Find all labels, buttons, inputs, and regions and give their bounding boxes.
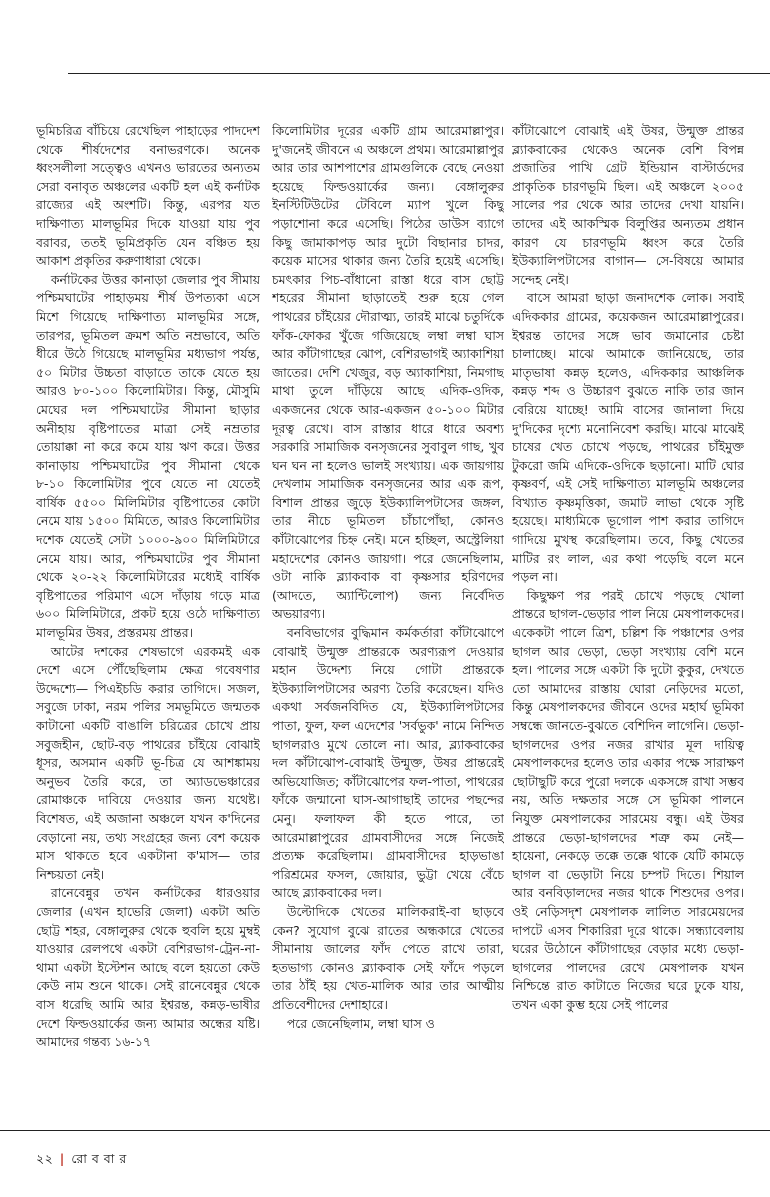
page-footer: [36, 1151, 127, 1171]
paragraph: ভূমিচরিত্র বাঁচিয়ে রেখেছিল পাহাড়ের পাদদেশ থেকে শীর্ষদেশের বনাভরণকে। অনেক ধ্বংসলীলা সত্ত্বেও এখনও ভারতের অন্যতম সেরা বনাবৃত অঞ্চলের একটি হল এই কর্নাটক রাজ্যের এই অংশটি। কিন্তু, এরপর যত দাক্ষিণাত্য মালভূমির দিকে যাওয়া যায় পুব বরাবর, ততই ভূমিপ্রকৃতি যেন বঞ্চিত হয় আকাশ প্রকৃতির করুণাধারা থেকে।: [36, 123, 260, 269]
publication-name: রো ব বা র: [71, 1151, 127, 1166]
paragraph: উল্টোদিকে খেতের মালিকরাই-বা ছাড়বে কেন? সুযোগ বুঝে রাতের অন্ধকারে খেতের সীমানায় জালের ফাঁদ পেতে রাখে তারা, হতভাগ্য কোনও ব্ল্যাকবাক সেই ফাঁদে পড়লে তার ঠাঁই হয় খেত-মালিক আর তার আত্মীয় প্রতিবেশীদের দেশাহারে।: [272, 903, 504, 1012]
footer-rule: [0, 1130, 770, 1131]
paragraph: কাঁটাঝোপে বোঝাই এই উষর, উন্মুক্ত প্রান্তর ব্ল্যাকবাকের থেকেও অনেক বেশি বিপন্ন প্রজাতির পাখি গ্রেট ইন্ডিয়ান বাস্টার্ডদের প্রাকৃতিক চারণভূমি ছিল। এই অঞ্চলে ২০০৫ সালের পর থেকে আর তাদের দেখা যায়নি। তাদের এই আকস্মিক বিলুপ্তির অন্যতম প্রধান কারণ যে চারণভূমি ধ্বংস করে তৈরি ইউক্যালিপটাসের বাগান— সে-বিষয়ে আমার সন্দেহ নেই।: [512, 123, 744, 287]
paragraph: বনবিভাগের বুদ্ধিমান কর্মকর্তারা কাঁটাঝোপে বোঝাই উন্মুক্ত প্রান্তরকে অরণ্যরূপ দেওয়ার মহান উদ্দেশ্য নিয়ে গোটা প্রান্তরকে ইউক্যালিপটাসের অরণ্য তৈরি করেছেন। যদিও একথা সর্বজনবিদিত যে, ইউক্যালিপটাসের পাতা, ফুল, ফল এদেশের 'সর্বভুক' নামে নিন্দিত ছাগলরাও মুখে তোলে না। আর, ব্ল্যাকবাকের দল কাঁটাঝোপ-বোঝাই উন্মুক্ত, উষর প্রান্তরেই অভিযোজিত; কাঁটাঝোপের ফল-পাতা, পাথরের ফাঁকে জন্মানো ঘাস-আগাছাই তাদের পছন্দের মেনু। ফলাফল কী হতে পারে, তা আরেমাল্লাপুরের গ্রামবাসীদের সঙ্গে নিজেই প্রত্যক্ষ করেছিলাম। গ্রামবাসীদের হাড়ভাঙা পরিশ্রমের ফসল, জোয়ার, ভুট্টা খেয়ে বেঁচে আছে ব্ল্যাকবাকের দল।: [272, 625, 504, 901]
article-column-3: [512, 122, 744, 1122]
footer-separator: |: [59, 1151, 65, 1166]
article-column-1: [36, 122, 260, 1122]
paragraph: কিলোমিটার দূরের একটি গ্রাম আরেমাল্লাপুর। দু'জনেই জীবনে এ অঞ্চলে প্রথম। আরেমাল্লাপুর আর তার আশপাশের গ্রামগুলিকে বেছে নেওয়া হয়েছে ফিল্ডওয়ার্কের জন্য। বেঙ্গালুরুর ইনস্টিটিউটের টেবিলে ম্যাপ খুলে কিছু পড়াশোনা করে এসেছি। পিঠের ডাউস ব্যাগে কিছু জামাকাপড় আর দুটো বিছানার চাদর, কয়েক মাসের থাকার জন্য তৈরি হয়েই এসেছি। চমৎকার পিচ-বাঁধানো রাস্তা ধরে বাস ছোট্ট শহরের সীমানা ছাড়াতেই শুরু হয়ে গেল পাথরের চাঁইয়ের দৌরাত্ম্য, তারই মাঝে চতুর্দিকে ফাঁক-ফোকর খুঁজে গজিয়েছে লম্বা লম্বা ঘাস আর কাঁটাগাছের ঝোপ, বেশিরভাগই অ্যাকাশিয়া জাতের। দেশি খেজুর, বড় অ্যাকাশিয়া, নিমগাছ মাথা তুলে দাঁড়িয়ে আছে এদিক-ওদিক, একজনের থেকে আর-একজন ৫০-১০০ মিটার দূরত্ব রেখে। বাস রাস্তার ধারে ধারে অবশ্য সরকারি সামাজিক বনসৃজনের সুবাবুল গাছ, খুব ঘন ঘন না হলেও ভালই সংখ্যায়। এক জায়গায় দেখলাম সামাজিক বনসৃজনের আর এক রূপ, বিশাল প্রান্তর জুড়ে ইউক্যালিপটাসের জঙ্গল, তার নীচে ভূমিতল চাঁচাপোঁছা, কোনও কাঁটাঝোপের চিহ্ন নেই। মনে হচ্ছিল, অস্ট্রেলিয়া মহাদেশের কোনও জায়গা। পরে জেনেছিলাম, ওটা নাকি ব্ল্যাকবাক বা কৃষ্ণসার হরিণদের (আদতে, অ্যান্টিলোপ) জন্য নির্বেদিত অভয়ারণ্য।: [272, 123, 504, 622]
paragraph: কর্নাটকের উত্তর কানাড়া জেলার পুব সীমায় পশ্চিমঘাটের পাহাড়ময় শীর্ষ উপত্যকা এসে মিশে গিয়েছে দাক্ষিণাত্য মালভূমির সঙ্গে, তারপর, ভূমিতল ক্রমশ অতি নম্রভাবে, অতি ধীরে উঠে গিয়েছে মালভূমির মধ্যভাগ পর্যন্ত, ৫০ মিটার উচ্চতা বাড়াতে তাকে যেতে হয় আরও ৮০-১০০ কিলোমিটার। কিন্তু, মৌসুমি মেঘের দল পশ্চিমঘাটের সীমানা ছাড়ার অনীহায় বৃষ্টিপাতের মাত্রা সেই নম্রতার তোয়াক্কা না করে কমে যায় ঋণ করে। উত্তর কানাড়ায় পশ্চিমঘাটের পুব সীমানা থেকে ৮-১০ কিলোমিটার পুবে যেতে না যেতেই বার্ষিক ৫৫০০ মিলিমিটার বৃষ্টিপাতের কোটা নেমে যায় ১৫০০ মিমিতে, আরও কিলোমিটার দশেক যেতেই সেটা ১০০০-৯০০ মিলিমিটারে নেমে যায়। আর, পশ্চিমঘাটের পুব সীমানা থেকে ২০-২২ কিলোমিটারের মধ্যেই বার্ষিক বৃষ্টিপাতের পরিমাণ এসে দাঁড়ায় গড়ে মাত্র ৬০০ মিলিমিটারে, প্রকট হয়ে ওঠে দাক্ষিণাত্য মালভূমির উষর, প্রস্তরময় প্রান্তর।: [36, 271, 260, 641]
header-rule: [68, 73, 770, 74]
page-number: ২২: [36, 1151, 54, 1166]
paragraph: পরে জেনেছিলাম, লম্বা ঘাস ও: [286, 1015, 435, 1031]
article-column-2: [272, 122, 504, 1122]
paragraph: রানেবেন্নুর তখন কর্নাটকের ধারওয়ার জেলার (এখন হাভেরি জেলা) একটা অতি ছোট্ট শহর, বেঙ্গালুরুর থেকে হুবলি হয়ে মুম্বই যাওয়ার রেলপথে একটা বেশিরভাগ-ট্রেন-না-থামা একটা ইস্টেশন আছে বলে হয়তো কেউ কেউ নাম শুনে থাকে। সেই রানেবেন্নুর থেকে বাস ধরেছি আমি আর ইশ্বরন্ত, কন্নড়-ভাষীর দেশে ফিল্ডওয়ার্কের জন্য আমার অন্ধের যষ্টি। আমাদের গন্তব্য ১৬-১৭: [36, 885, 260, 1050]
paragraph: কিছুক্ষণ পর পরই চোখে পড়ছে খোলা প্রান্তরে ছাগল-ভেড়ার পাল নিয়ে মেষপালকদের। একেকটা পালে ত্রিশ, চল্লিশ কি পঞ্চাশের ওপর ছাগল আর ভেড়া, ভেড়া সংখ্যায় বেশি মনে হল। পালের সঙ্গে একটা কি দুটো কুকুর, দেখতে তো আমাদের রাস্তায় ঘোরা নেড়িদের মতো, কিন্তু মেষপালকদের জীবনে ওদের মহার্ঘ ভূমিকা সম্বন্ধে জানতে-বুঝতে বেশিদিন লাগেনি। ভেড়া-ছাগলদের ওপর নজর রাখার মূল দায়িত্ব মেষপালকদের হলেও তার একার পক্ষে সারাক্ষণ ছোটাছুটি করে পুরো দলকে একসঙ্গে রাখা সম্ভব নয়, অতি দক্ষতার সঙ্গে সে ভূমিকা পালনে নিযুক্ত মেষপালকের সারমেয় বন্ধু। এই উষর প্রান্তরে ভেড়া-ছাগলদের শত্রু কম নেই— হায়েনা, নেকড়ে তক্কে তক্কে থাকে যেটি কামড়ে ছাগল বা ভেড়াটা নিয়ে চম্পট দিতে। শিয়াল আর বনবিড়ালদের নজর থাকে শিশুদের ওপর। ওই নেড়িসদৃশ মেষপালক লালিত সারমেয়দের দাপটে এসব শিকারিরা দূরে থাকে। সন্ধ্যাবেলায় ঘরের উঠোনে কাঁটাগাছের বেড়ার মধ্যে ভেড়া-ছাগলের পালদের রেখে মেষপালক যখন নিশ্চিন্তে রাত কাটাতে নিজের ঘরে ঢুকে যায়, তখন একা কুম্ভ হয়ে সেই পালের: [512, 587, 744, 1012]
paragraph: বাসে আমরা ছাড়া জনাদশেক লোক। সবাই এদিককার গ্রামের, কয়েকজন আরেমাল্লাপুরের। ইশ্বরন্ত তাদের সঙ্গে ভাব জমানোর চেষ্টা চালাচ্ছে। মাঝে আমাকে জানিয়েছে, তার মাতৃভাষা কন্নড় হলেও, এদিককার আঞ্চলিক কন্নড় শব্দ ও উচ্চারণ বুঝতে নাকি তার জান বেরিয়ে যাচ্ছে! আমি বাসের জানালা দিয়ে দু'দিকের দৃশ্যে মনোনিবেশ করছি। মাঝে মাঝেই চাষের খেত চোখে পড়ছে, পাথরের চাঁইমুক্ত টুকরো জমি এদিকে-ওদিকে ছড়ানো। মাটি ঘোর কৃষ্ণবর্ণ, এই সেই দাক্ষিণাত্য মালভূমি অঞ্চলের বিখ্যাত কৃষ্ণমৃত্তিকা, জমাট লাভা থেকে সৃষ্টি হয়েছে। মাধ্যমিকে ভূগোল পাশ করার তাগিদে গাদিয়ে মুখস্থ করেছিলাম। তবে, কিছু খেতের মাটির রং লাল, এর কথা পড়েছি বলে মনে পড়ল না।: [512, 290, 744, 585]
paragraph: আটের দশকের শেষভাগে এরকমই এক দেশে এসে পৌঁছেছিলাম ক্ষেত্র গবেষণার উদ্দেশ্যে— পিএইচডি করার তাগিদে। সজল, সবুজে ঢাকা, নরম পলির সমভূমিতে জন্মতক কাটানো একটি বাঙালি চরিত্রের চোখে প্রায় সবুজহীন, ছোট-বড় পাথরের চাঁইয়ে বোঝাই ধূসর, অসমান একটি ভূ-চিত্র যে আশঙ্কাময় অনুভব তৈরি করে, তা অ্যাডভেঞ্চারের রোমাঞ্চকে দাবিয়ে দেওয়ার জন্য যথেষ্ট। বিশেষত, এই অজানা অঞ্চলে যখন ক'দিনের বেড়ানো নয়, তথ্য সংগ্রহের জন্য বেশ কয়েক মাস থাকতে হবে একটানা ক'মাস— তার নিশ্চয়তা নেই।: [36, 643, 260, 882]
